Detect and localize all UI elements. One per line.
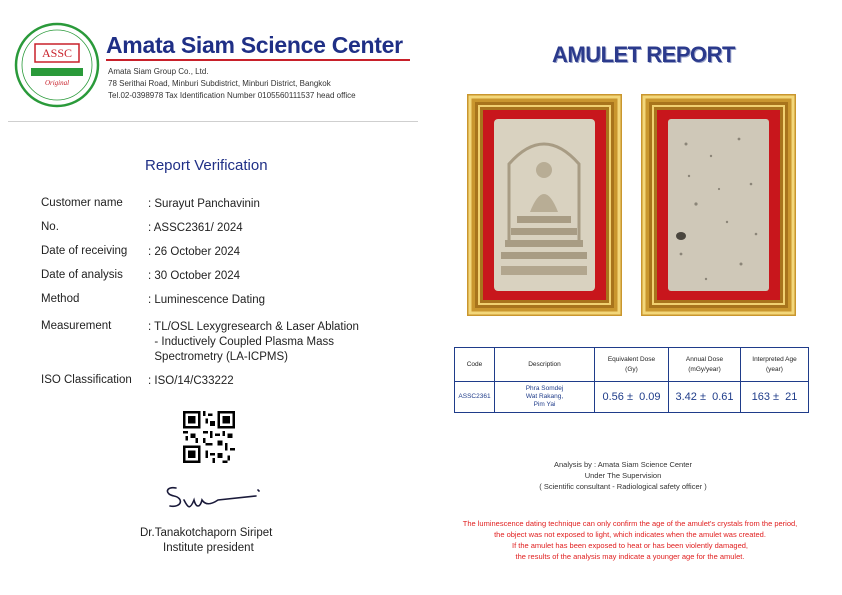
header-equivalent-dose: Equivalent Dose (Gy) (595, 348, 669, 382)
company-name: Amata Siam Science Center (106, 32, 403, 58)
iso-label: ISO Classification (41, 374, 132, 386)
method-value: : Luminescence Dating (148, 294, 265, 306)
signer-title: Institute president (163, 542, 254, 554)
report-no-label: No. (41, 221, 59, 233)
analysis-supervision: Under The Supervision (584, 471, 662, 480)
svg-text:ASSC: ASSC (41, 46, 73, 60)
cell-code: ASSC2361 (455, 382, 495, 413)
assc-logo (14, 22, 100, 108)
header-annual-dose: Annual Dose (mGy/year) (669, 348, 741, 382)
results-table (454, 347, 809, 413)
cell-interpreted-age: 163 ± 21 (741, 382, 809, 413)
report-title: AMULET REPORT (552, 42, 735, 67)
description-line1: Phra Somdej (525, 385, 564, 392)
disclaimer-line1: The luminescence dating technique can only confirm the age of the amulet's crystals from the period, (462, 519, 798, 528)
analysis-consultant: ( Scientific consultant - Radiological safety officer ) (539, 482, 707, 491)
company-address: 78 Serithai Road, Minburi Subdistrict, Minburi District, Bangkok (108, 79, 331, 88)
amulet-back-photo (641, 94, 796, 316)
customer-name-label: Customer name (41, 197, 123, 209)
analysis-by: Analysis by : Amata Siam Science Center (554, 460, 692, 469)
iso-value: : ISO/14/C33222 (148, 375, 234, 387)
verification-title: Report Verification (145, 157, 268, 174)
cell-description (495, 382, 595, 413)
measurement-label: Measurement (41, 320, 112, 332)
measurement-value-line3: Spectrometry (LA-ICPMS) (148, 351, 288, 363)
date-receiving-value: : 26 October 2024 (148, 246, 241, 258)
svg-text:Original: Original (44, 79, 70, 87)
date-analysis-value: : 30 October 2024 (148, 270, 241, 282)
header-code: Code (455, 348, 495, 382)
cell-equivalent-dose: 0.56 ± 0.09 (595, 382, 669, 413)
description-line3: Pim Yai (533, 401, 556, 408)
header-interpreted-age: Interpreted Age (year) (741, 348, 809, 382)
signer-name: Dr.Tanakotchaporn Siripet (140, 527, 273, 539)
disclaimer-line2: the object was not exposed to light, which indicates when the amulet was created. (494, 530, 766, 539)
table-row (455, 382, 809, 413)
method-label: Method (41, 293, 80, 305)
amulet-front-photo (467, 94, 622, 316)
cell-annual-dose: 3.42 ± 0.61 (669, 382, 741, 413)
company-contact: Tel.02-0398978 Tax Identification Number 0105560111537 head office (108, 91, 356, 100)
table-header-row (455, 348, 809, 382)
description-line2: Wat Rakang, (525, 393, 564, 400)
company-group: Amata Siam Group Co., Ltd. (108, 67, 209, 76)
measurement-value-line2: - Inductively Coupled Plasma Mass (148, 336, 334, 348)
header-divider (8, 121, 418, 122)
date-analysis-label: Date of analysis (41, 269, 123, 281)
date-receiving-label: Date of receiving (41, 245, 128, 257)
qr-code[interactable] (183, 411, 235, 463)
signature (160, 482, 264, 516)
disclaimer-line3: If the amulet has been exposed to heat or has been violently damaged, (512, 541, 748, 550)
report-no-value: : ASSC2361/ 2024 (148, 222, 243, 234)
header-description: Description (495, 348, 595, 382)
header-rule (106, 59, 410, 61)
customer-name-value: : Surayut Panchavinin (148, 198, 260, 210)
measurement-value-line1: : TL/OSL Lexygresearch & Laser Ablation (148, 321, 359, 333)
disclaimer-line4: the results of the analysis may indicate a younger age for the amulet. (515, 552, 745, 561)
